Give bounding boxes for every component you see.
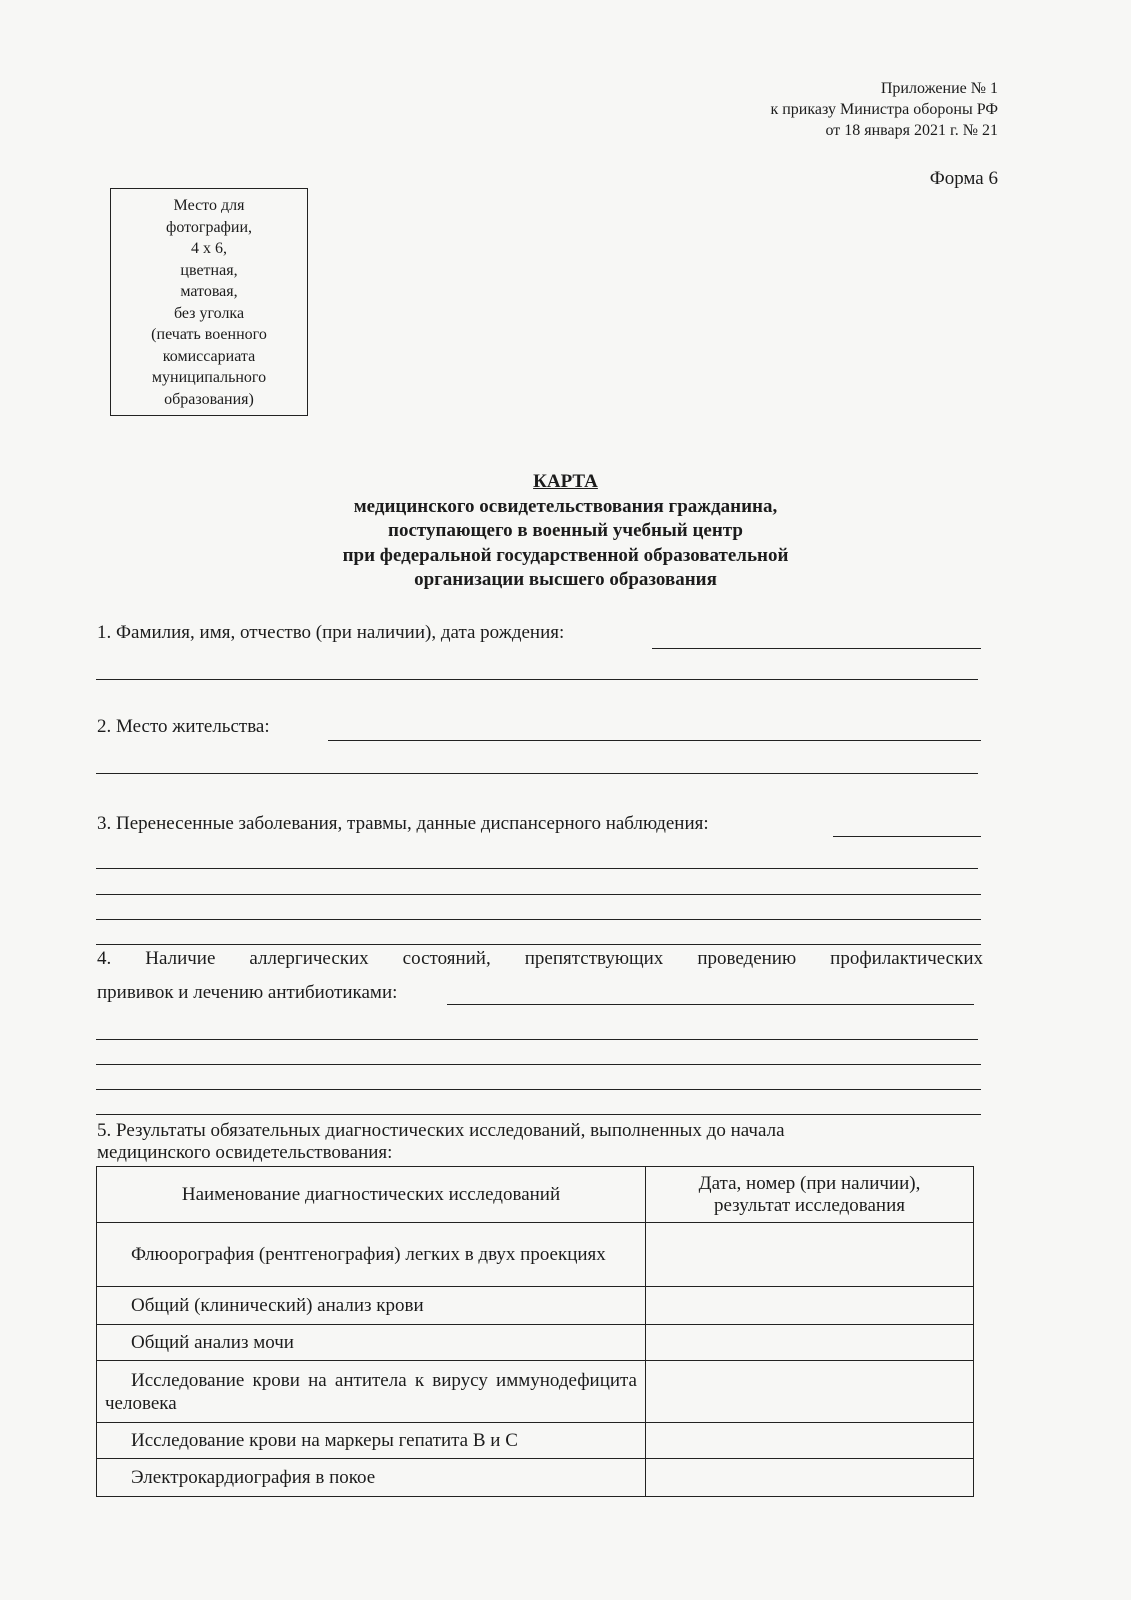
title-main: КАРТА [533, 471, 598, 492]
document-title [0, 470, 1131, 593]
table-row [97, 1361, 974, 1423]
test-name-cell: Исследование крови на маркеры гепатита В и С [97, 1423, 646, 1459]
result-cell[interactable] [646, 1361, 974, 1423]
table-row [97, 1423, 974, 1459]
table-row [97, 1223, 974, 1287]
test-name-cell: Флюорография (рентгенография) легких в двух проекциях [97, 1223, 646, 1287]
result-cell[interactable] [646, 1459, 974, 1497]
item-3-fill-line[interactable] [96, 868, 978, 869]
photo-placeholder-line: цветная, [180, 261, 238, 279]
photo-placeholder-line: 4 х 6, [191, 240, 227, 257]
title-line: медицинского освидетельствования гражданина, [353, 495, 778, 517]
item-1-fill-line[interactable] [96, 679, 978, 680]
item-3-fill-line[interactable] [96, 894, 981, 895]
table-header-result-line: результат исследования [714, 1194, 905, 1216]
result-cell[interactable] [646, 1325, 974, 1361]
item-4-label-continued: прививок и лечению антибиотиками: [97, 982, 398, 1003]
diagnostic-results-table [96, 1166, 974, 1497]
item-4-fill-line[interactable] [447, 1004, 974, 1005]
item-4-fill-line[interactable] [96, 1039, 978, 1040]
item-4-fill-line[interactable] [96, 1114, 981, 1115]
photo-placeholder-line: без уголка [173, 304, 245, 322]
photo-placeholder-line: фотографии, [165, 218, 253, 236]
item-2-fill-line[interactable] [328, 740, 981, 741]
photo-placeholder-line: комиссариата [162, 347, 256, 365]
photo-placeholder-line: (печать военного [151, 326, 267, 343]
appendix-reference [770, 78, 998, 141]
test-name-cell: Общий (клинический) анализ крови [97, 1287, 646, 1325]
item-1-label: 1. Фамилия, имя, отчество (при наличии), дата рождения: [97, 622, 565, 643]
table-row [97, 1325, 974, 1361]
item-1-fill-line[interactable] [652, 648, 981, 649]
title-line: организации высшего образования [414, 569, 717, 590]
test-name-cell: Электрокардиография в покое [97, 1459, 646, 1497]
item-4-fill-line[interactable] [96, 1064, 981, 1065]
item-4-fill-line[interactable] [96, 1089, 981, 1090]
table-header-row [97, 1167, 974, 1223]
photo-placeholder-line: образования) [164, 390, 254, 408]
appendix-line: Приложение № 1 [880, 80, 998, 97]
item-3-fill-line[interactable] [833, 836, 981, 837]
form-number: Форма 6 [929, 168, 998, 189]
item-4-label: 4. Наличие аллергических состояний, препятствующих проведению профилактических [97, 948, 983, 969]
item-2-label: 2. Место жительства: [97, 716, 270, 737]
result-cell[interactable] [646, 1287, 974, 1325]
appendix-line: от 18 января 2021 г. № 21 [825, 122, 998, 139]
table-header-result [646, 1167, 974, 1223]
item-3-fill-line[interactable] [96, 944, 981, 945]
photo-placeholder-line: муниципального [151, 369, 267, 386]
result-cell[interactable] [646, 1423, 974, 1459]
test-name-cell: Исследование крови на антитела к вирусу иммунодефицита человека [97, 1361, 646, 1423]
photo-placeholder-line: матовая, [180, 283, 238, 300]
table-header-result-line: Дата, номер (при наличии), [698, 1172, 921, 1194]
photo-placeholder-box [110, 188, 308, 416]
result-cell[interactable] [646, 1223, 974, 1287]
table-row [97, 1287, 974, 1325]
item-3-label: 3. Перенесенные заболевания, травмы, данные диспансерного наблюдения: [97, 813, 709, 834]
table-header-test-name: Наименование диагностических исследований [97, 1167, 646, 1223]
item-2-fill-line[interactable] [96, 773, 978, 774]
appendix-line: к приказу Министра обороны РФ [770, 101, 998, 118]
title-line: при федеральной государственной образовательной [342, 544, 789, 566]
table-row [97, 1459, 974, 1497]
item-5-label-line: медицинского освидетельствования: [97, 1142, 393, 1163]
item-5-label-line: 5. Результаты обязательных диагностических исследований, выполненных до начала [97, 1120, 785, 1141]
item-3-fill-line[interactable] [96, 919, 981, 920]
test-name-cell: Общий анализ мочи [97, 1325, 646, 1361]
photo-placeholder-line: Место для [173, 197, 245, 214]
item-5-label [97, 1120, 785, 1164]
title-line: поступающего в военный учебный центр [388, 520, 743, 541]
